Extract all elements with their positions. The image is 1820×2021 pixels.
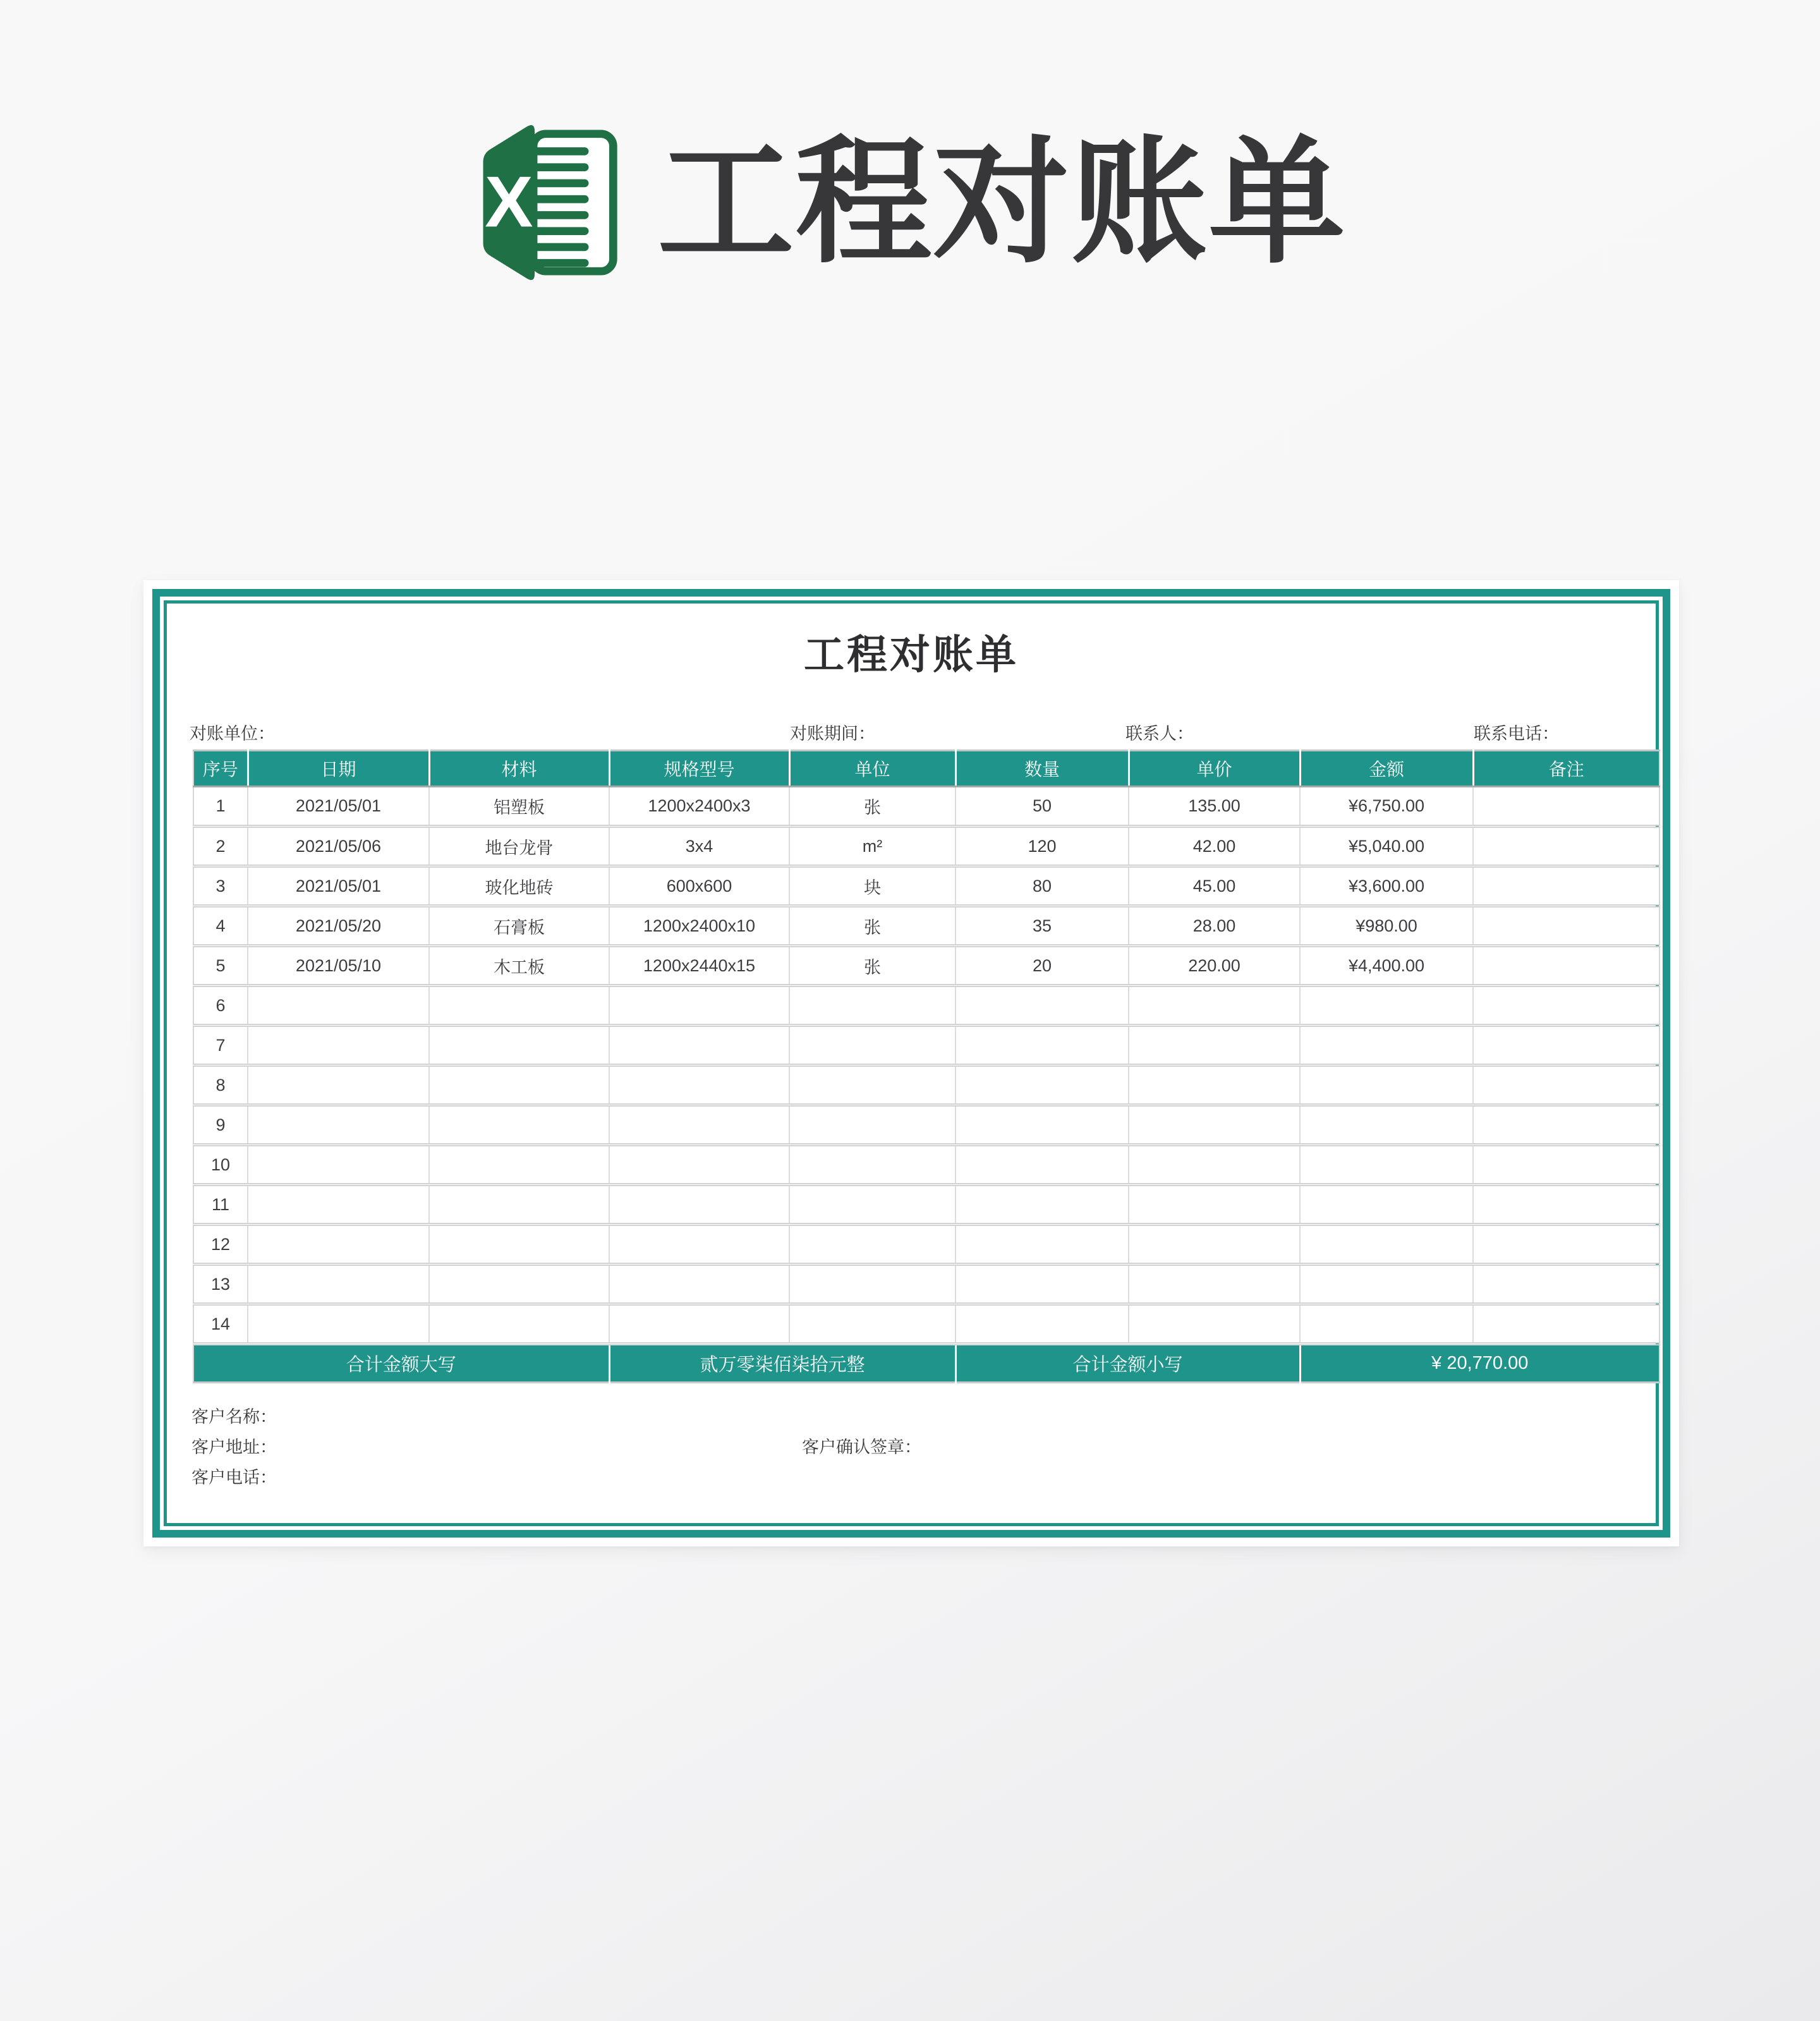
table-cell: 2021/05/10 (248, 946, 429, 986)
table-cell (1300, 986, 1473, 1026)
table-cell (1473, 1185, 1659, 1225)
table-cell (789, 1105, 956, 1145)
table-cell: 4 (193, 906, 248, 946)
table-cell (956, 1185, 1129, 1225)
table-cell (429, 1065, 609, 1105)
table-cell (1473, 1145, 1659, 1185)
table-cell (609, 1265, 789, 1304)
table-cell (1473, 827, 1659, 866)
table-cell (1473, 787, 1659, 827)
table-cell (1473, 1304, 1659, 1344)
table-cell (1129, 986, 1300, 1026)
table-cell (248, 1105, 429, 1145)
table-cell: 8 (193, 1065, 248, 1105)
column-header: 材料 (429, 751, 609, 787)
table-cell: 28.00 (1129, 906, 1300, 946)
table-cell: 块 (789, 866, 956, 906)
table-cell (956, 1225, 1129, 1265)
svg-text:X: X (485, 161, 533, 242)
table-cell (956, 1065, 1129, 1105)
table-row (193, 1185, 1659, 1225)
table-cell (1473, 906, 1659, 946)
table-row (193, 1026, 1659, 1065)
table-cell (789, 1185, 956, 1225)
table-cell: ¥6,750.00 (1300, 787, 1473, 827)
table-cell: 80 (956, 866, 1129, 906)
table-cell: ¥4,400.00 (1300, 946, 1473, 986)
meta-period-label: 对账期间： (790, 724, 875, 743)
table-cell: 铝塑板 (429, 787, 609, 827)
table-cell (1300, 1304, 1473, 1344)
table-cell (1129, 1145, 1300, 1185)
table-cell (609, 1185, 789, 1225)
column-header: 日期 (248, 751, 429, 787)
table-cell (789, 1304, 956, 1344)
table-cell (956, 986, 1129, 1026)
table-cell (1129, 1265, 1300, 1304)
table-cell (429, 1185, 609, 1225)
table-cell: 3 (193, 866, 248, 906)
table-cell (789, 1145, 956, 1185)
column-header: 数量 (956, 751, 1129, 787)
table-cell: 1200x2440x15 (609, 946, 789, 986)
table-cell: 45.00 (1129, 866, 1300, 906)
table-cell (248, 986, 429, 1026)
table-cell (789, 1026, 956, 1065)
table-cell (429, 1225, 609, 1265)
table-cell (956, 1304, 1129, 1344)
table-row (193, 986, 1659, 1026)
table-cell: 10 (193, 1145, 248, 1185)
summary-lowercase-value: ¥ 20,770.00 (1300, 1344, 1659, 1383)
table-row (193, 1304, 1659, 1344)
table-cell (1300, 1185, 1473, 1225)
table-cell (609, 1304, 789, 1344)
table-cell (956, 1145, 1129, 1185)
table-cell (1473, 946, 1659, 986)
table-cell (248, 1026, 429, 1065)
table-cell (248, 1225, 429, 1265)
statement-card (143, 580, 1679, 1546)
table-cell: 35 (956, 906, 1129, 946)
excel-icon (473, 116, 621, 289)
table-row (193, 1265, 1659, 1304)
table-cell: 3x4 (609, 827, 789, 866)
table-cell: 7 (193, 1026, 248, 1065)
column-header: 备注 (1473, 751, 1659, 787)
table-cell (1473, 1105, 1659, 1145)
table-cell (609, 1065, 789, 1105)
customer-name-label: 客户名称： (191, 1407, 277, 1426)
table-row (193, 827, 1659, 866)
table-cell: 2021/05/20 (248, 906, 429, 946)
table-cell: 13 (193, 1265, 248, 1304)
table-cell: 张 (789, 906, 956, 946)
table-cell: m² (789, 827, 956, 866)
table-cell: 1200x2400x3 (609, 787, 789, 827)
table-cell: 12 (193, 1225, 248, 1265)
table-cell: 2021/05/06 (248, 827, 429, 866)
table-cell (429, 1265, 609, 1304)
column-header: 序号 (193, 751, 248, 787)
table-cell: 50 (956, 787, 1129, 827)
table-cell (429, 1026, 609, 1065)
table-row (193, 1225, 1659, 1265)
meta-phone-label: 联系电话： (1474, 724, 1559, 743)
column-header: 金额 (1300, 751, 1473, 787)
table-cell: 220.00 (1129, 946, 1300, 986)
table-cell (248, 1265, 429, 1304)
table-cell: 42.00 (1129, 827, 1300, 866)
card-content (170, 607, 1653, 1520)
table-cell (1300, 1145, 1473, 1185)
summary-uppercase-label: 合计金额大写 (193, 1344, 609, 1383)
table-cell (789, 1065, 956, 1105)
table-cell (1300, 1026, 1473, 1065)
meta-unit-label: 对账单位： (190, 724, 275, 743)
table-cell (1129, 1225, 1300, 1265)
table-cell (789, 986, 956, 1026)
table-cell (1473, 866, 1659, 906)
table-cell (429, 986, 609, 1026)
table-row (193, 1065, 1659, 1105)
table-cell (609, 1145, 789, 1185)
table-cell: 14 (193, 1304, 248, 1344)
table-cell: ¥3,600.00 (1300, 866, 1473, 906)
table-cell: 张 (789, 787, 956, 827)
card-border-outer (152, 589, 1670, 1538)
table-cell: 1200x2400x10 (609, 906, 789, 946)
table-cell (609, 1105, 789, 1145)
table-cell (1129, 1185, 1300, 1225)
table-cell: 地台龙骨 (429, 827, 609, 866)
table-row (193, 787, 1659, 827)
customer-phone-label: 客户电话： (191, 1468, 277, 1487)
card-border-inner (164, 600, 1659, 1526)
customer-address-label: 客户地址： (191, 1438, 277, 1457)
meta-row (170, 716, 1653, 751)
table-cell (609, 986, 789, 1026)
table-cell: 9 (193, 1105, 248, 1145)
table-row (193, 946, 1659, 986)
table-cell (1473, 1225, 1659, 1265)
table-cell (609, 1225, 789, 1265)
table-header-row (193, 751, 1659, 787)
table-cell: 600x600 (609, 866, 789, 906)
table-cell (1129, 1105, 1300, 1145)
table-cell: 5 (193, 946, 248, 986)
table-row (193, 866, 1659, 906)
table-cell (1473, 1065, 1659, 1105)
table-cell: 石膏板 (429, 906, 609, 946)
table-cell (248, 1065, 429, 1105)
table-cell (1129, 1065, 1300, 1105)
table-cell (956, 1026, 1129, 1065)
column-header: 单价 (1129, 751, 1300, 787)
column-header: 单位 (789, 751, 956, 787)
table-row (193, 906, 1659, 946)
table-cell (609, 1026, 789, 1065)
meta-contact-label: 联系人： (1125, 724, 1194, 743)
table-cell (1473, 1026, 1659, 1065)
table-cell (429, 1105, 609, 1145)
table-cell (789, 1225, 956, 1265)
signature-label: 客户确认签章： (802, 1438, 921, 1457)
table-cell (1129, 1026, 1300, 1065)
table-cell: ¥5,040.00 (1300, 827, 1473, 866)
card-title: 工程对账单 (804, 632, 1019, 677)
table-cell: 玻化地砖 (429, 866, 609, 906)
reconciliation-table (193, 750, 1660, 1383)
summary-uppercase-value: 贰万零柒佰柒拾元整 (609, 1344, 956, 1383)
table-cell: ¥980.00 (1300, 906, 1473, 946)
table-cell (1300, 1065, 1473, 1105)
table-cell (429, 1145, 609, 1185)
brand-header (0, 95, 1820, 310)
table-row (193, 1105, 1659, 1145)
table-cell: 20 (956, 946, 1129, 986)
page-title: 工程对账单 (657, 126, 1347, 279)
column-header: 规格型号 (609, 751, 789, 787)
table-cell (1300, 1225, 1473, 1265)
summary-row (193, 1344, 1659, 1383)
table-cell: 2021/05/01 (248, 787, 429, 827)
table-cell: 6 (193, 986, 248, 1026)
table-cell (1129, 1304, 1300, 1344)
table-cell: 11 (193, 1185, 248, 1225)
table-cell: 135.00 (1129, 787, 1300, 827)
table-cell: 张 (789, 946, 956, 986)
table-cell (248, 1185, 429, 1225)
table-cell (248, 1304, 429, 1344)
summary-lowercase-label: 合计金额小写 (956, 1344, 1300, 1383)
table-row (193, 1145, 1659, 1185)
table-cell (1300, 1105, 1473, 1145)
table-body (193, 787, 1659, 1344)
table-cell: 2 (193, 827, 248, 866)
table-cell: 2021/05/01 (248, 866, 429, 906)
table-cell: 120 (956, 827, 1129, 866)
table-cell (956, 1105, 1129, 1145)
table-cell (429, 1304, 609, 1344)
table-cell (956, 1265, 1129, 1304)
table-cell: 1 (193, 787, 248, 827)
table-cell (248, 1145, 429, 1185)
table-cell: 木工板 (429, 946, 609, 986)
table-cell (1473, 986, 1659, 1026)
table-cell (789, 1265, 956, 1304)
table-cell (1300, 1265, 1473, 1304)
table-cell (1473, 1265, 1659, 1304)
